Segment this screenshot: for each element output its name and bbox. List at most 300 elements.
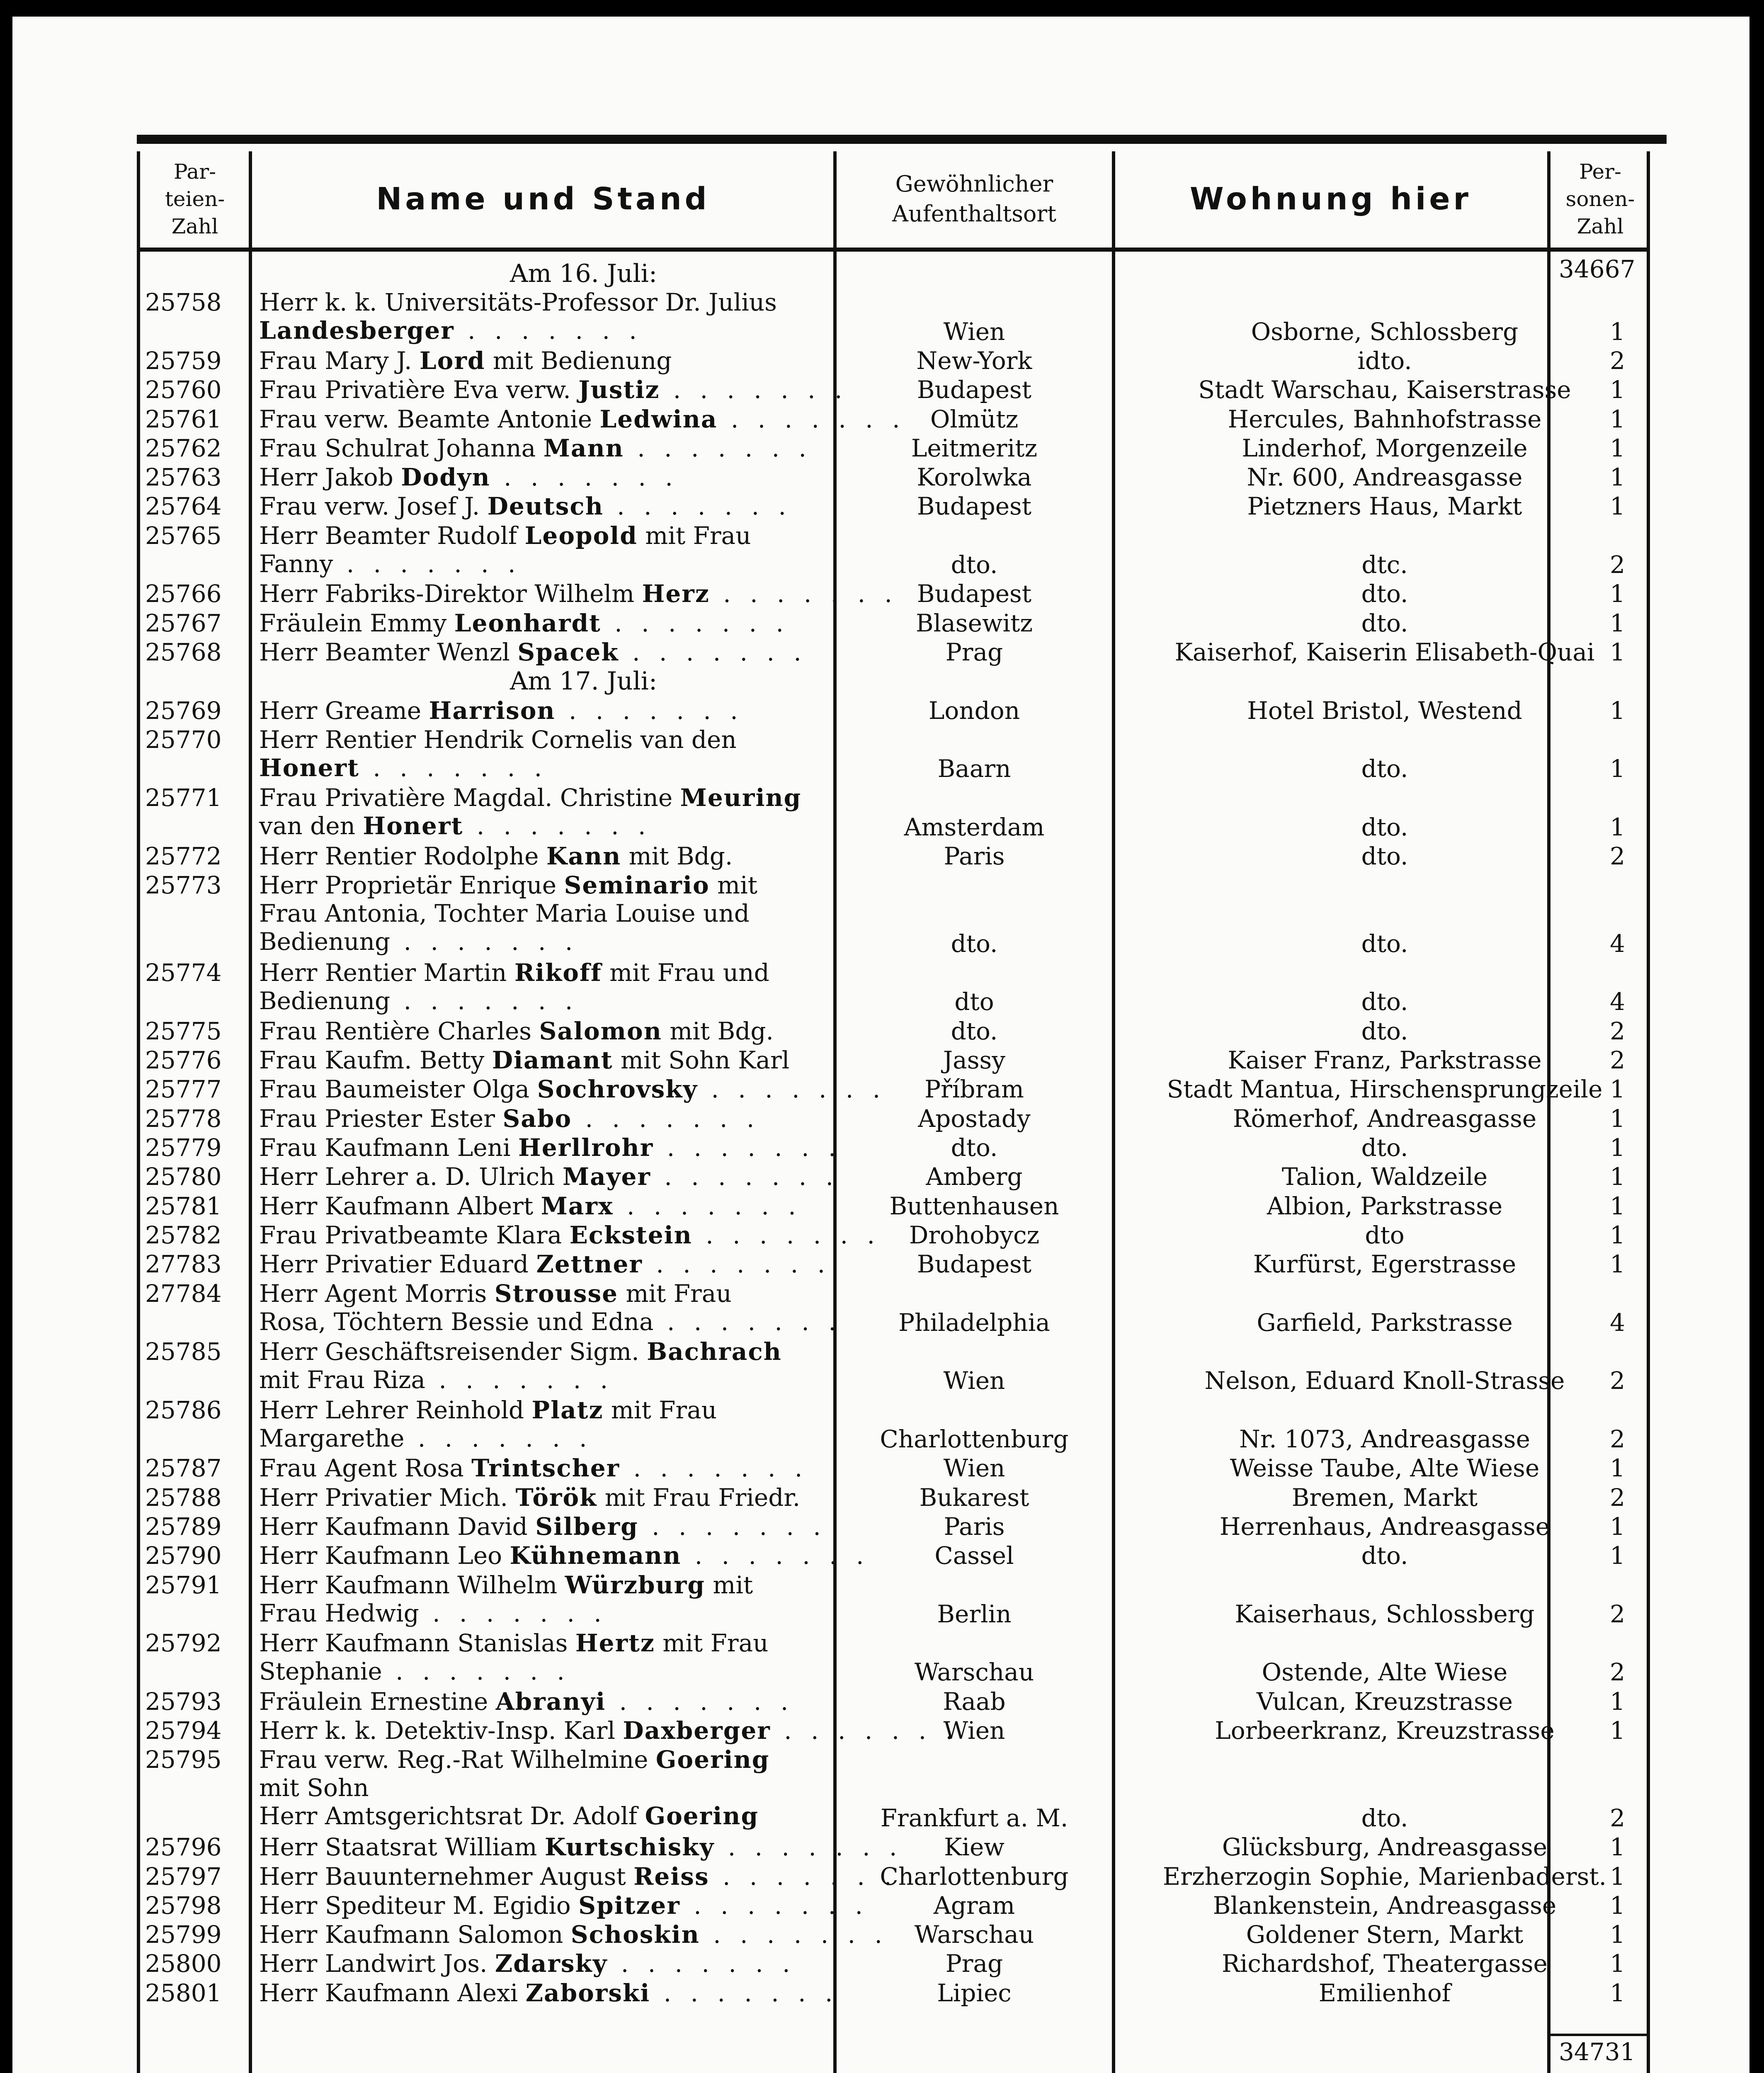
table-row [137,1396,1650,1454]
name-title: Herr Kaufmann Salomon [259,1920,571,1949]
local-address: Hotel Bristol, Westend [1247,696,1522,725]
person-count: 1 [1610,1716,1625,1745]
surname: Kühnemann [510,1541,682,1570]
person-count: 1 [1610,1978,1625,2007]
party-number: 25801 [145,1978,222,2007]
surname: Trintscher [471,1454,620,1483]
local-address: dto. [1361,1804,1408,1832]
usual-residence: Budapest [917,1250,1032,1279]
name-title: Frau Schulrat Johanna [259,434,544,462]
local-address: dto. [1361,813,1408,841]
leader-dots: . . . . . . . [653,1134,842,1162]
table-row [137,1134,1650,1163]
name-suffix: mit Bdg. [621,842,733,870]
guest-name [259,784,939,840]
local-address: Lorbeerkranz, Kreuzstrasse [1215,1716,1555,1745]
party-number: 25758 [145,288,222,317]
surname: Würzburg [565,1571,705,1599]
name-title: Herr Geschäftsreisender Sigm. [259,1337,647,1366]
party-number: 25761 [145,405,222,433]
usual-residence: New-York [916,346,1032,375]
name-suffix: mit Frau [603,1396,717,1424]
party-number: 25792 [145,1629,222,1658]
surname: Abranyi [495,1687,606,1716]
local-address: dto. [1361,580,1408,608]
guest-name [259,1483,939,1512]
name-suffix: mit Frau [655,1629,769,1658]
party-number: 25771 [145,784,222,812]
table-row [137,522,1650,580]
header-parteien-zahl: Par- teien- Zahl [165,160,225,238]
leader-dots: . . . . . . . [642,1250,831,1279]
leader-dots: . . . . . . . [603,492,792,521]
local-address: Albion, Parkstrasse [1267,1192,1503,1220]
name-line: Herr Rentier Hendrik Cornelis van den [259,725,737,754]
usual-residence: Prag [945,1949,1003,1978]
guest-name [259,697,939,725]
leader-dots: . . . . . . . [555,696,744,725]
table-row [137,726,1650,784]
guest-name [259,609,939,637]
name-title: Herr Fabriks-Direktor Wilhelm [259,580,642,608]
usual-residence: Kiew [944,1833,1005,1862]
local-address: Hercules, Bahnhofstrasse [1228,405,1542,433]
usual-residence: dto. [951,550,998,579]
table-row [137,347,1650,376]
guest-name [259,959,939,1015]
leader-dots: . . . . . . . [620,1454,808,1483]
usual-residence: Buttenhausen [889,1192,1059,1220]
name-title: Herr Rentier Rodolphe [259,842,546,870]
table-row [137,434,1650,463]
guest-name [259,1192,939,1220]
table-row [137,288,1650,347]
surname: Honert [259,753,359,782]
guest-name [259,1163,939,1191]
leader-dots: . . . . . . . [680,1891,869,1920]
name-title: Frau verw. Reg.-Rat Wilhelmine [259,1745,656,1774]
guest-name [259,434,939,462]
table-header [137,151,1650,251]
local-address: Garfield, Parkstrasse [1257,1308,1513,1337]
usual-residence: Cassel [934,1541,1014,1570]
table-row [137,1716,1650,1745]
person-count: 1 [1610,609,1625,637]
leader-dots: . . . . . . . [606,1687,794,1716]
surname: Rikoff [514,959,602,987]
person-count: 1 [1610,1862,1625,1891]
name-suffix: mit Frau und [602,959,769,987]
table-row [137,1221,1650,1250]
name-title: Fräulein Emmy [259,609,454,637]
person-count: 2 [1610,550,1625,579]
leader-dots: . . . . . . . [653,1307,842,1336]
guest-name [259,1104,939,1133]
surname: Dodyn [401,463,490,492]
party-number: 25766 [145,580,222,608]
header-personen-zahl: Per- sonen- Zahl [1565,160,1635,238]
name-title: Herr Lehrer a. D. Ulrich [259,1163,563,1191]
party-number: 25786 [145,1396,222,1424]
table-row [137,405,1650,434]
surname: Hertz [575,1629,655,1658]
name-title: Frau Privatbeamte Klara [259,1221,570,1249]
name-title: Herr Kaufmann Wilhelm [259,1571,565,1599]
local-address: Linderhof, Morgenzeile [1242,434,1528,462]
table-row [137,1745,1650,1833]
person-count: 2 [1610,346,1625,375]
table-row [137,871,1650,959]
surname: Landesberger [259,316,454,345]
person-count: 1 [1610,405,1625,433]
surname: Török [515,1483,597,1512]
surname: Diamant [492,1046,613,1075]
person-count: 1 [1610,1250,1625,1279]
table-row [137,1833,1650,1862]
person-count: 4 [1610,1308,1625,1337]
usual-residence: Raab [943,1687,1006,1716]
guest-name [259,492,939,520]
local-address: Kaiserhof, Kaiserin Elisabeth-Quai [1174,638,1595,666]
name-title: Herr Kaufmann Albert [259,1192,541,1220]
local-address: Herrenhaus, Andreasgasse [1219,1512,1550,1541]
person-count: 1 [1610,1512,1625,1541]
table-row [137,463,1650,492]
guest-name [259,1862,939,1891]
person-count: 1 [1610,1075,1625,1104]
surname: Silberg [535,1512,638,1541]
surname: Strousse [494,1279,619,1308]
guest-name [259,1017,939,1045]
local-address: Ostende, Alte Wiese [1262,1658,1508,1687]
surname: Leopold [524,521,638,550]
usual-residence: Prag [945,638,1003,666]
table-row [137,638,1650,667]
person-count: 1 [1610,1454,1625,1483]
local-address: dto [1365,1221,1405,1249]
table-row [137,1920,1650,1949]
guest-name [259,1396,939,1452]
name-title: Herr Privatier Eduard [259,1250,536,1279]
usual-residence: Wien [943,1454,1005,1483]
surname: Herllrohr [518,1134,654,1162]
usual-residence: Wien [943,1367,1005,1395]
local-address: dto. [1361,1541,1408,1570]
guest-name [259,842,939,870]
surname: Bachrach [647,1337,782,1366]
leader-dots: . . . . . . . [709,580,898,608]
local-address: Kurfürst, Egerstrasse [1253,1250,1517,1279]
usual-residence: Baarn [937,755,1011,783]
local-address: dto. [1361,609,1408,637]
local-address: Richardshof, Theatergasse [1222,1949,1548,1978]
local-address: dtc. [1361,550,1408,579]
leader-dots: . . . . . . . [770,1716,959,1745]
name-line: mit Frau Riza [259,1366,425,1394]
usual-residence: dto. [951,1134,998,1162]
usual-residence: Warschau [914,1920,1034,1949]
name-title: Herr Kaufmann Leo [259,1541,510,1570]
leader-dots: . . . . . . . [607,1949,796,1978]
party-number: 25759 [145,346,222,375]
surname: Marx [541,1192,614,1220]
usual-residence: Philadelphia [898,1308,1050,1337]
local-address: Nr. 600, Andreasgasse [1247,463,1523,492]
local-address: dto. [1361,929,1408,958]
name-title: Frau Priester Ester [259,1104,503,1133]
local-address: Vulcan, Kreuzstrasse [1257,1687,1513,1716]
name-title: Frau Privatière Eva verw. [259,376,579,404]
person-count: 1 [1610,1192,1625,1220]
name-title: Fräulein Ernestine [259,1687,496,1716]
name-suffix: mit Bdg. [662,1017,774,1045]
surname: Honert [363,812,463,840]
table-row [137,492,1650,521]
usual-residence: Budapest [917,580,1032,608]
local-address: Römerhof, Andreasgasse [1233,1104,1537,1133]
usual-residence: Příbram [924,1075,1024,1104]
guest-name [259,405,939,433]
local-address: Bremen, Markt [1291,1483,1478,1512]
name-line: Bedienung [259,927,391,956]
person-count: 2 [1610,1804,1625,1832]
guest-name [259,1250,939,1278]
person-count: 4 [1610,929,1625,958]
person-count: 1 [1610,434,1625,462]
local-address: Weisse Taube, Alte Wiese [1230,1454,1540,1483]
name-line: Margarethe [259,1424,405,1452]
leader-dots: . . . . . . . [650,1978,839,2007]
guest-name [259,1454,939,1482]
local-address: Stadt Warschau, Kaiserstrasse [1198,376,1571,404]
guest-name [259,1920,939,1949]
leader-dots: . . . . . . . [698,1075,886,1104]
table-row [137,959,1650,1017]
surname: Zettner [536,1250,643,1279]
table-row [137,1163,1650,1192]
person-count: 2 [1610,1367,1625,1395]
table-row [137,1687,1650,1716]
party-number: 25776 [145,1046,222,1075]
guest-name [259,580,939,608]
leader-dots: . . . . . . . [463,812,652,840]
person-count: 1 [1610,492,1625,521]
surname: Zaborski [525,1978,650,2007]
person-count: 1 [1610,376,1625,404]
name-title: Herr Kaufmann Alexi [259,1978,526,2007]
surname: Herz [642,580,710,608]
leader-dots: . . . . . . . [624,434,812,462]
leader-dots: . . . . . . . [425,1366,614,1394]
person-count: 4 [1610,988,1625,1016]
name-title: Herr k. k. Detektiv-Insp. Karl [259,1716,623,1745]
leader-dots: . . . . . . . [619,638,807,666]
local-address: dto. [1361,1017,1408,1045]
table-row [137,1483,1650,1512]
name-suffix: mit Frau [618,1279,732,1308]
guest-name [259,1949,939,1978]
local-address: Nr. 1073, Andreasgasse [1239,1425,1530,1453]
page [12,17,1749,2073]
party-number: 25768 [145,638,222,666]
leader-dots: . . . . . . . [390,987,579,1015]
leader-dots: . . . . . . . [714,1833,903,1862]
local-address: Kaiserhaus, Schlossberg [1235,1600,1535,1628]
party-number: 25767 [145,609,222,637]
name-title: Frau Agent Rosa [259,1454,472,1483]
party-number: 25799 [145,1920,222,1949]
carry-over-total: 34667 [1559,255,1635,283]
party-number: 25777 [145,1075,222,1104]
party-number: 25770 [145,725,222,754]
name-title: Herr Beamter Wenzl [259,638,518,666]
surname: Reiss [633,1862,709,1891]
table-row [137,1104,1650,1134]
local-address: Goldener Stern, Markt [1246,1920,1524,1949]
guest-name [259,1833,939,1861]
header-rule [137,248,1650,252]
surname: Goering [655,1745,770,1774]
party-number: 25796 [145,1833,222,1862]
guest-name [259,1687,939,1716]
leader-dots: . . . . . . . [390,927,579,956]
usual-residence: Olmütz [930,405,1019,433]
person-count: 2 [1610,842,1625,870]
party-number: 25797 [145,1862,222,1891]
person-count: 1 [1610,1687,1625,1716]
usual-residence: Jassy [943,1046,1006,1075]
surname: Sochrovsky [537,1075,698,1104]
name-line: Fanny [259,549,333,578]
table-body [137,259,1650,2073]
party-number: 25795 [145,1745,222,1774]
person-count: 1 [1610,1833,1625,1862]
header-wohnung-hier: Wohnung hier [1189,181,1472,217]
person-count: 1 [1610,1920,1625,1949]
local-address: dto. [1361,1134,1408,1162]
surname: Spacek [517,638,619,666]
party-number: 25778 [145,1104,222,1133]
usual-residence: Wien [943,317,1005,346]
top-rule [137,135,1667,144]
name-title: Frau Kaufmann Leni [259,1134,518,1162]
local-address: Erzherzogin Sophie, Marienbaderst. [1162,1862,1607,1891]
table-row [137,580,1650,609]
name-line: van den [259,812,363,840]
usual-residence: Frankfurt a. M. [880,1804,1068,1832]
usual-residence: Paris [944,842,1005,870]
local-address: Stadt Mantua, Hirschensprungzeile [1167,1075,1603,1104]
table-row [137,1192,1650,1221]
guest-name [259,1891,939,1920]
name-line: mit Sohn [259,1774,369,1802]
surname: Lord [419,346,485,375]
usual-residence: dto. [951,1017,998,1045]
table-row [137,1629,1650,1687]
surname: Deutsch [487,492,604,521]
usual-residence: Charlottenburg [880,1425,1069,1453]
local-address: Blankenstein, Andreasgasse [1213,1891,1557,1920]
party-number: 25760 [145,376,222,404]
name-suffix: mit Frau [637,521,751,550]
party-number: 25774 [145,959,222,987]
local-address: idto. [1357,346,1412,375]
guest-name [259,1571,939,1627]
person-count: 1 [1610,463,1625,492]
party-number: 25800 [145,1949,222,1978]
surname: Eckstein [569,1221,692,1249]
surname: Mann [543,434,624,462]
guest-name [259,1046,939,1074]
name-line: Frau Hedwig [259,1599,419,1627]
usual-residence: Charlottenburg [880,1862,1069,1891]
person-count: 2 [1610,1425,1625,1453]
surname: Spitzer [578,1891,680,1920]
party-number: 25782 [145,1221,222,1249]
name-title: Herr Staatsrat William [259,1833,545,1862]
guest-name [259,1629,939,1685]
name-title: Herr Kaufmann David [259,1512,536,1541]
usual-residence: dto [954,988,994,1016]
surname: Mayer [562,1163,651,1191]
local-address: Pietzners Haus, Markt [1247,492,1522,521]
guest-name [259,726,939,782]
table-row [137,1862,1650,1891]
person-count: 2 [1610,1017,1625,1045]
surname: Goering [645,1802,759,1830]
leader-dots: . . . . . . . [699,1920,888,1949]
guest-name [259,347,939,375]
leader-dots: . . . . . . . [681,1541,870,1570]
party-number: 25788 [145,1483,222,1512]
surname: Ledwina [599,405,718,433]
table-row [137,1250,1650,1279]
surname: Platz [531,1396,604,1424]
party-number: 25763 [145,463,222,492]
person-count: 1 [1610,755,1625,783]
register-table [137,135,1650,2073]
name-suffix: mit Sohn Karl [613,1046,790,1075]
guest-name [259,288,939,345]
party-number: 25791 [145,1571,222,1599]
surname: Zdarsky [495,1949,608,1978]
name-suffix: mit [709,871,757,900]
person-count: 1 [1610,580,1625,608]
person-count: 1 [1610,696,1625,725]
guest-name [259,376,939,404]
leader-dots: . . . . . . . [660,376,848,404]
person-count: 1 [1610,1134,1625,1162]
surname: Kurtschisky [544,1833,715,1862]
table-row [137,1891,1650,1920]
leader-dots: . . . . . . . [717,405,906,433]
guest-name [259,1979,939,2007]
table-row [137,1571,1650,1629]
surname: Meuring [680,784,802,812]
usual-residence: Bukarest [919,1483,1029,1512]
usual-residence: Leitmeritz [911,434,1038,462]
local-address: Talion, Waldzeile [1281,1163,1488,1191]
person-count: 1 [1610,813,1625,841]
leader-dots: . . . . . . . [638,1512,827,1541]
guest-name [259,1337,939,1394]
party-number: 25790 [145,1541,222,1570]
name-title: Herr Lehrer Reinhold [259,1396,532,1424]
table-row [137,1541,1650,1571]
surname: Leonhardt [454,609,601,637]
party-number: 25775 [145,1017,222,1045]
leader-dots: . . . . . . . [601,609,789,637]
